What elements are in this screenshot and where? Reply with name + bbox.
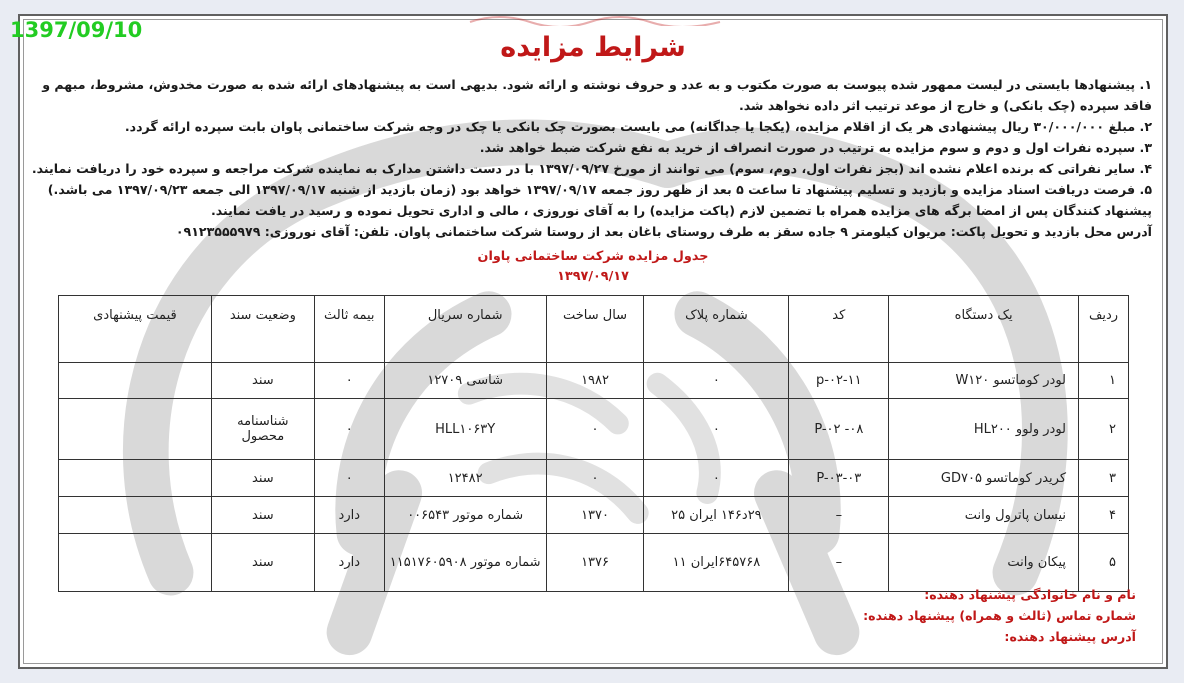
page-title: شرایط مزایده bbox=[500, 32, 686, 63]
cell-device: لودر ولوو HL۲۰۰ bbox=[889, 399, 1079, 460]
cell-serial: شماره موتور ۰۰۶۵۴۳ bbox=[384, 497, 546, 534]
cell-offered-price[interactable] bbox=[59, 497, 212, 534]
auction-sheet bbox=[18, 14, 1168, 669]
header-document-status: وضعیت سند bbox=[211, 296, 314, 363]
cell-year: ۱۹۸۲ bbox=[546, 363, 644, 399]
cell-device: کریدر کوماتسو GD۷۰۵ bbox=[889, 460, 1079, 497]
cell-plate: ۰ bbox=[644, 399, 789, 460]
cell-year: ۱۳۷۶ bbox=[546, 534, 644, 592]
cell-code: p-۰۲-۱۱ bbox=[789, 363, 889, 399]
cell-serial: شاسی ۱۲۷۰۹ bbox=[384, 363, 546, 399]
date-stamp: 1397/09/10 bbox=[10, 18, 143, 42]
cell-device: پیکان وانت bbox=[889, 534, 1079, 592]
header-year: سال ساخت bbox=[546, 296, 644, 363]
condition-3: ۳. سپرده نفرات اول و دوم و سوم مزایده به ترتیب در صورت انصراف از خرید به نفع شرکت ضبط خواهد شد. bbox=[479, 140, 1152, 155]
cell-serial: شماره موتور ۱۱۵۱۷۶۰۵۹۰۸ bbox=[384, 534, 546, 592]
header-offered-price: قیمت پیشنهادی bbox=[59, 296, 212, 363]
cell-code: – bbox=[789, 534, 889, 592]
cell-device: لودر کوماتسو W۱۲۰ bbox=[889, 363, 1079, 399]
cell-row-number: ۳ bbox=[1079, 460, 1129, 497]
header-serial: شماره سریال bbox=[384, 296, 546, 363]
condition-4: ۴. سایر نفراتی که برنده اعلام نشده اند (بجز نفرات اول، دوم، سوم) می توانند از مورخ ۱۳۹۷/۰۹/۲۷ با در دست داشتن مدارک به نماینده شرکت مراجعه و سپرده خود را دریافت نمایند. bbox=[31, 161, 1152, 176]
cell-document-status: سند bbox=[211, 363, 314, 399]
header-plate: شماره پلاک bbox=[644, 296, 789, 363]
cell-code: P-۰۲ -۰۸ bbox=[789, 399, 889, 460]
cell-document-status: سند bbox=[211, 497, 314, 534]
cell-year: ۱۳۷۰ bbox=[546, 497, 644, 534]
cell-plate: ۲۹د۱۴۶ ایران ۲۵ bbox=[644, 497, 789, 534]
table-row bbox=[59, 399, 1129, 460]
condition-5: ۵. فرصت دریافت اسناد مزایده و بازدید و تسلیم پیشنهاد تا ساعت ۵ بعد از ظهر روز جمعه ۱۳۹۷/۰۹/۱۷ خواهد بود (زمان بازدید از شنبه ۱۳۹۷/۰۹/۱۷ الی جمعه ۱۳۹۷/۰۹/۲۳ می باشد.) bbox=[47, 182, 1152, 197]
cell-offered-price[interactable] bbox=[59, 363, 212, 399]
cell-plate: ۰ bbox=[644, 460, 789, 497]
cell-row-number: ۲ bbox=[1079, 399, 1129, 460]
cell-document-status: شناسنامه محصول bbox=[211, 399, 314, 460]
cell-row-number: ۵ bbox=[1079, 534, 1129, 592]
table-row bbox=[59, 534, 1129, 592]
table-row bbox=[59, 460, 1129, 497]
cell-year: ۰ bbox=[546, 399, 644, 460]
cell-insurance: ۰ bbox=[314, 460, 384, 497]
cell-serial: ۱۲۴۸۲ bbox=[384, 460, 546, 497]
cell-plate: ۰ bbox=[644, 363, 789, 399]
cell-plate: ۶۴۵۷۶۸ایران ۱۱ bbox=[644, 534, 789, 592]
conditions-text bbox=[31, 74, 1152, 242]
bidder-address-label: آدرس پیشنهاد دهنده: bbox=[1004, 629, 1136, 644]
cell-code: P-۰۳-۰۳ bbox=[789, 460, 889, 497]
cell-insurance: دارد bbox=[314, 497, 384, 534]
cell-insurance: ۰ bbox=[314, 363, 384, 399]
header-ornament-icon bbox=[460, 14, 730, 26]
auction-table bbox=[58, 295, 1129, 592]
table-header-row bbox=[59, 296, 1129, 363]
header-row-number: ردیف bbox=[1079, 296, 1129, 363]
cell-offered-price[interactable] bbox=[59, 399, 212, 460]
table-caption-date: ۱۳۹۷/۰۹/۱۷ bbox=[557, 269, 629, 284]
condition-1: ۱. پیشنهادها بایستی در لیست ممهور شده پیوست به صورت مکتوب و به عدد و حروف نوشته و ارائه شود. بدیهی است به پیشنهادهای ارائه شده به صورت مخدوش، مشروط، مبهم و فاقد سپرده (چک بانکی) و خارج از موعد ترتیب اثر داده نخواهد شد. bbox=[42, 77, 1152, 113]
table-row bbox=[59, 363, 1129, 399]
bidder-info bbox=[863, 584, 1136, 647]
cell-device: نیسان پاترول وانت bbox=[889, 497, 1079, 534]
cell-serial: HLL۱۰۶۳Y bbox=[384, 399, 546, 460]
table-row bbox=[59, 497, 1129, 534]
header-device: یک دستگاه bbox=[889, 296, 1079, 363]
cell-document-status: سند bbox=[211, 534, 314, 592]
cell-insurance: ۰ bbox=[314, 399, 384, 460]
cell-code: – bbox=[789, 497, 889, 534]
cell-offered-price[interactable] bbox=[59, 534, 212, 592]
condition-2: ۲. مبلغ ۳۰/۰۰۰/۰۰۰ ریال پیشنهادی هر یک از اقلام مزایده، (یکجا یا جداگانه) می بایست بصورت چک بانکی یا چک در وجه شرکت ساختمانی پاوان بابت سپرده ارائه گردد. bbox=[124, 119, 1152, 134]
condition-6: پیشنهاد کنندگان پس از امضا برگه های مزایده همراه با تضمین لازم (پاکت مزایده) را به آقای نوروزی ، مالی و اداری تحویل نموده و رسید در یافت نمایند. bbox=[210, 203, 1152, 218]
bidder-phone-label: شماره تماس (ثالث و همراه) پیشنهاد دهنده: bbox=[863, 608, 1136, 623]
cell-row-number: ۱ bbox=[1079, 363, 1129, 399]
cell-offered-price[interactable] bbox=[59, 460, 212, 497]
header-code: کد bbox=[789, 296, 889, 363]
table-caption: جدول مزایده شرکت ساختمانی پاوان bbox=[477, 249, 709, 264]
cell-insurance: دارد bbox=[314, 534, 384, 592]
header-insurance: بیمه ثالث bbox=[314, 296, 384, 363]
cell-year: ۰ bbox=[546, 460, 644, 497]
cell-document-status: سند bbox=[211, 460, 314, 497]
contact-address: آدرس محل بازدید و تحویل پاکت: مریوان کیلومتر ۹ جاده سقز به طرف روستای باغان بعد از روستا شرکت ساختمانی پاوان. تلفن: آقای نوروزی: ۰۹۱۲۳۵۵۵۹۷۹ bbox=[175, 224, 1152, 239]
cell-row-number: ۴ bbox=[1079, 497, 1129, 534]
bidder-name-label: نام و نام خانوادگی پیشنهاد دهنده: bbox=[924, 587, 1136, 602]
